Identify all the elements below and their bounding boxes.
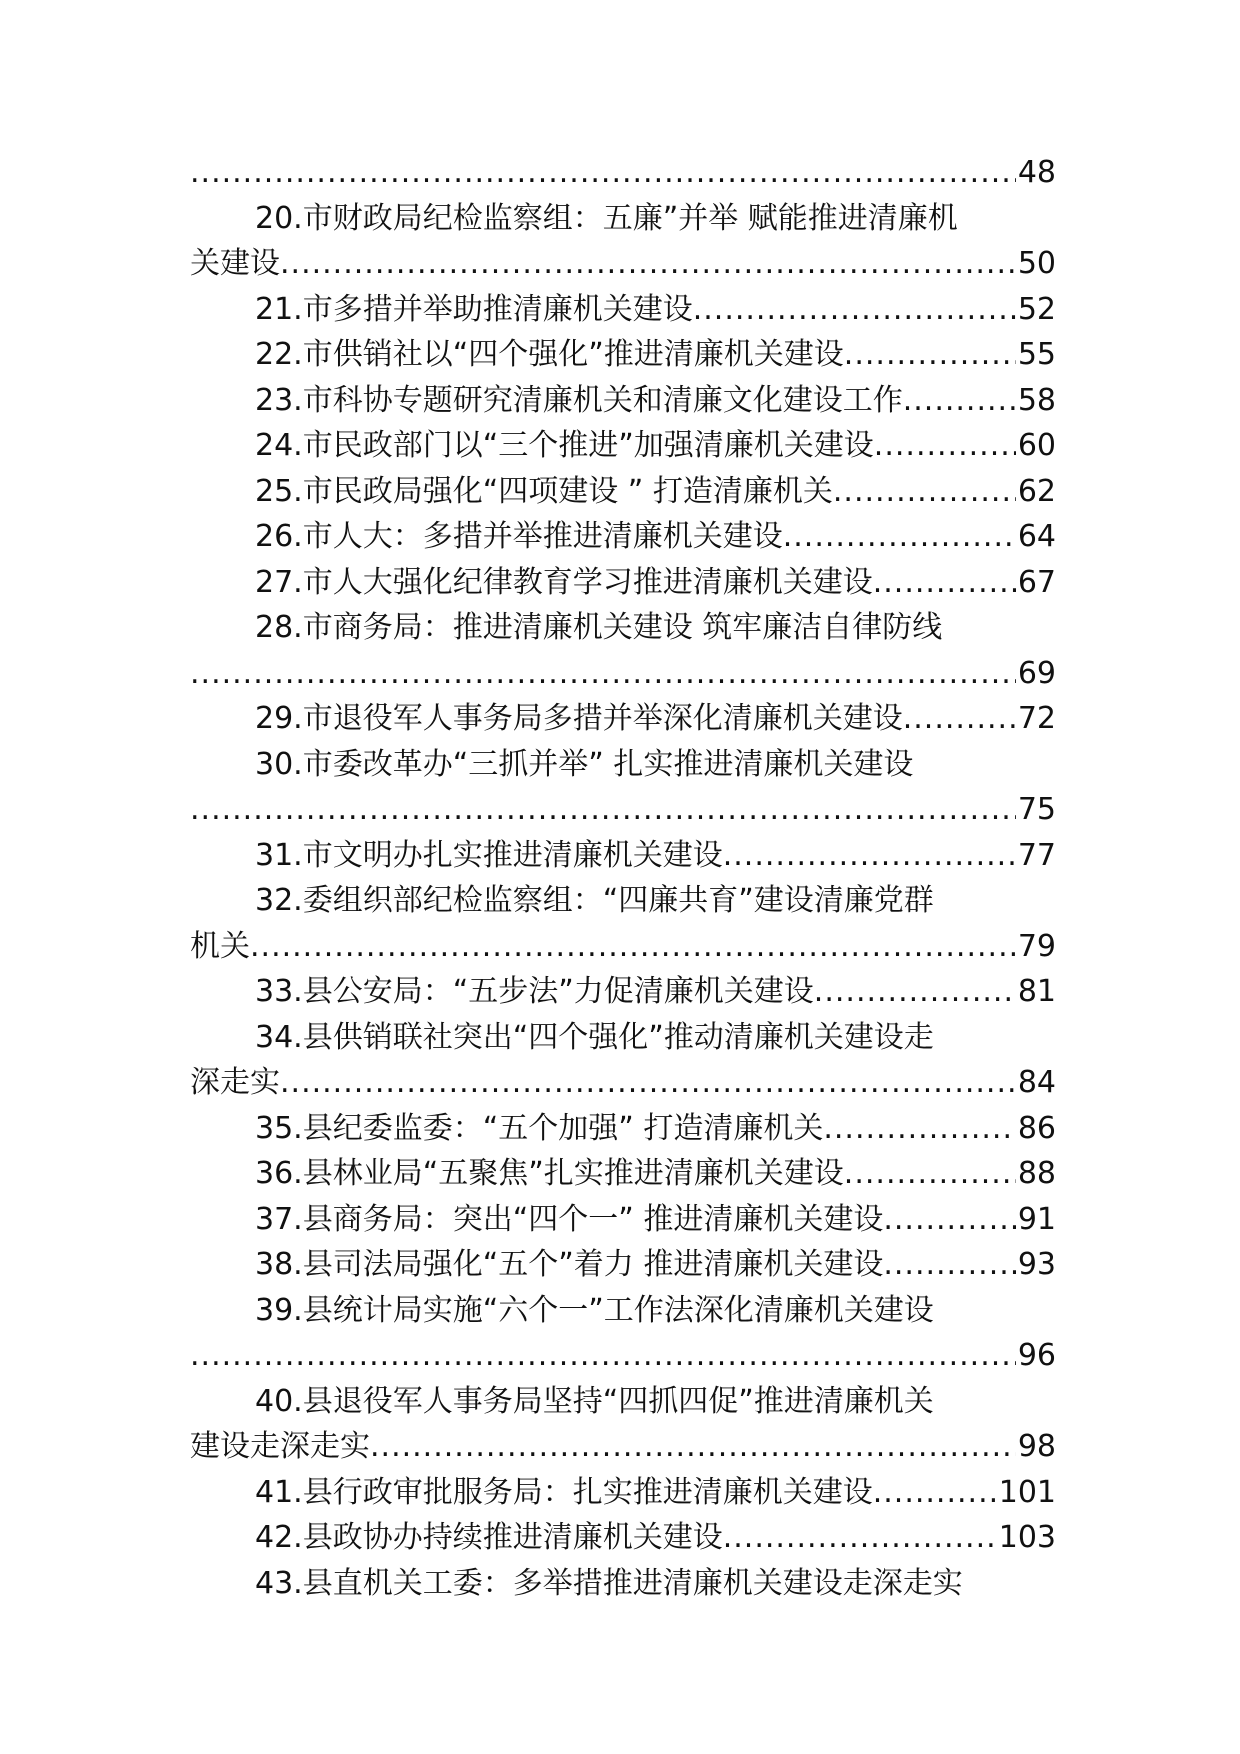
- toc-page-number: 52: [1017, 291, 1056, 327]
- toc-line: [190, 1015, 1056, 1061]
- dot-leader: [903, 378, 1016, 424]
- toc-line: [190, 787, 1056, 833]
- toc-entry-title: 27.市人大强化纪律教育学习推进清廉机关建设: [255, 564, 873, 600]
- dot-leader: [873, 1470, 997, 1516]
- toc-entry-title: 33.县公安局：“五步法”力促清廉机关建设: [255, 974, 814, 1009]
- toc-entry-title: 25.市民政局强化“四项建设 ” 打造清廉机关: [255, 473, 833, 509]
- toc-line: [190, 1151, 1056, 1197]
- toc-page-number: 69: [1017, 655, 1056, 691]
- toc-page-number: 60: [1017, 428, 1056, 463]
- dot-leader: [250, 924, 1016, 970]
- toc-page-number: 96: [1017, 1338, 1056, 1373]
- toc-line: [190, 378, 1056, 424]
- toc-entry-title: 31.市文明办扎实推进清廉机关建设: [255, 837, 723, 873]
- dot-leader: [190, 1333, 1016, 1379]
- toc-page-number: 55: [1017, 337, 1056, 372]
- toc-entry-title: 26.市人大：多措并举推进清廉机关建设: [255, 519, 783, 554]
- dot-leader: [190, 150, 1016, 196]
- toc-line: [190, 1424, 1056, 1470]
- toc-line: [190, 969, 1056, 1015]
- toc-line: [190, 1333, 1056, 1379]
- dot-leader: [823, 1106, 1015, 1152]
- toc-page-number: 98: [1017, 1429, 1056, 1464]
- toc-line: [190, 833, 1056, 879]
- toc-entry-title: 关建设: [190, 246, 280, 281]
- dot-leader: [190, 651, 1016, 697]
- toc-page-number: 72: [1017, 701, 1056, 736]
- toc-page-number: 62: [1017, 473, 1056, 509]
- toc-line: [190, 560, 1056, 606]
- dot-leader: [873, 560, 1016, 606]
- toc-line: [190, 1106, 1056, 1152]
- toc-page-number: 93: [1017, 1247, 1056, 1282]
- toc-line: [190, 1242, 1056, 1288]
- toc-page-number: 58: [1017, 382, 1056, 418]
- dot-leader: [370, 1424, 1016, 1470]
- toc-entry-title: 机关: [190, 928, 250, 964]
- toc-line: [190, 241, 1056, 287]
- toc-line: [190, 1561, 1056, 1607]
- toc-entry-title: 20.市财政局纪检监察组：五廉”并举 赋能推进清廉机: [255, 200, 958, 236]
- dot-leader: [833, 469, 1016, 515]
- toc-page-number: 84: [1017, 1065, 1056, 1100]
- toc-entry-title: 38.县司法局强化“五个”着力 推进清廉机关建设: [255, 1247, 884, 1282]
- toc-page-number: 64: [1017, 519, 1056, 554]
- toc-line: [190, 332, 1056, 378]
- toc-entry-title: 28.市商务局：推进清廉机关建设 筑牢廉洁自律防线: [255, 610, 943, 645]
- toc-page-number: 50: [1017, 246, 1056, 281]
- toc-line: [190, 1470, 1056, 1516]
- dot-leader: [723, 833, 1016, 879]
- toc-line: [190, 287, 1056, 333]
- dot-leader: [280, 241, 1016, 287]
- toc-entry-title: 42.县政协办持续推进清廉机关建设: [255, 1520, 723, 1555]
- toc-line: [190, 1060, 1056, 1106]
- dot-leader: [814, 969, 1016, 1015]
- toc-line: [190, 605, 1056, 651]
- dot-leader: [883, 1197, 1015, 1243]
- toc-entry-title: 32.委组织部纪检监察组：“四廉共育”建设清廉党群: [255, 883, 934, 918]
- toc-line: [190, 924, 1056, 970]
- toc-entry-title: 35.县纪委监委：“五个加强” 打造清廉机关: [255, 1110, 824, 1146]
- dot-leader: [844, 332, 1016, 378]
- toc-line: [190, 514, 1056, 560]
- toc-page-number: 103: [998, 1520, 1056, 1555]
- toc-entry-title: 39.县统计局实施“六个一”工作法深化清廉机关建设: [255, 1292, 934, 1328]
- toc-line: [190, 1288, 1056, 1334]
- toc-line: [190, 150, 1056, 196]
- toc-entry-title: 建设走深走实: [190, 1429, 370, 1464]
- toc-page-number: 81: [1017, 974, 1056, 1009]
- toc-page-number: 79: [1017, 928, 1056, 964]
- toc-entry-title: 22.市供销社以“四个强化”推进清廉机关建设: [255, 337, 844, 372]
- toc-page-number: 75: [1017, 792, 1056, 827]
- toc-entry-title: 23.市科协专题研究清廉机关和清廉文化建设工作: [255, 382, 903, 418]
- toc-line: [190, 696, 1056, 742]
- dot-leader: [874, 423, 1016, 469]
- dot-leader: [693, 287, 1016, 333]
- table-of-contents: [190, 150, 1056, 1606]
- toc-entry-title: 深走实: [190, 1065, 280, 1100]
- toc-entry-title: 30.市委改革办“三抓并举” 扎实推进清廉机关建设: [255, 746, 914, 782]
- toc-entry-title: 24.市民政部门以“三个推进”加强清廉机关建设: [255, 428, 874, 463]
- toc-entry-title: 36.县林业局“五聚焦”扎实推进清廉机关建设: [255, 1156, 844, 1191]
- toc-line: [190, 196, 1056, 242]
- toc-line: [190, 878, 1056, 924]
- toc-line: [190, 423, 1056, 469]
- toc-page-number: 67: [1017, 564, 1056, 600]
- toc-line: [190, 742, 1056, 788]
- toc-page-number: 86: [1017, 1110, 1056, 1146]
- dot-leader: [723, 1515, 997, 1561]
- dot-leader: [883, 1242, 1015, 1288]
- dot-leader: [280, 1060, 1016, 1106]
- toc-page-number: 48: [1017, 155, 1056, 190]
- toc-line: [190, 1515, 1056, 1561]
- dot-leader: [190, 787, 1016, 833]
- dot-leader: [844, 1151, 1016, 1197]
- toc-entry-title: 21.市多措并举助推清廉机关建设: [255, 291, 693, 327]
- toc-line: [190, 651, 1056, 697]
- toc-line: [190, 469, 1056, 515]
- toc-line: [190, 1197, 1056, 1243]
- toc-entry-title: 29.市退役军人事务局多措并举深化清廉机关建设: [255, 701, 903, 736]
- toc-page-number: 101: [998, 1474, 1056, 1510]
- toc-line: [190, 1379, 1056, 1425]
- toc-entry-title: 37.县商务局：突出“四个一” 推进清廉机关建设: [255, 1201, 884, 1237]
- toc-entry-title: 43.县直机关工委：多举措推进清廉机关建设走深走实: [255, 1565, 963, 1601]
- dot-leader: [903, 696, 1016, 742]
- dot-leader: [783, 514, 1016, 560]
- toc-page-number: 88: [1017, 1156, 1056, 1191]
- toc-entry-title: 41.县行政审批服务局：扎实推进清廉机关建设: [255, 1474, 873, 1510]
- toc-entry-title: 40.县退役军人事务局坚持“四抓四促”推进清廉机关: [255, 1383, 934, 1419]
- toc-page-number: 77: [1017, 837, 1056, 873]
- toc-page-number: 91: [1017, 1201, 1056, 1237]
- toc-entry-title: 34.县供销联社突出“四个强化”推动清廉机关建设走: [255, 1019, 934, 1055]
